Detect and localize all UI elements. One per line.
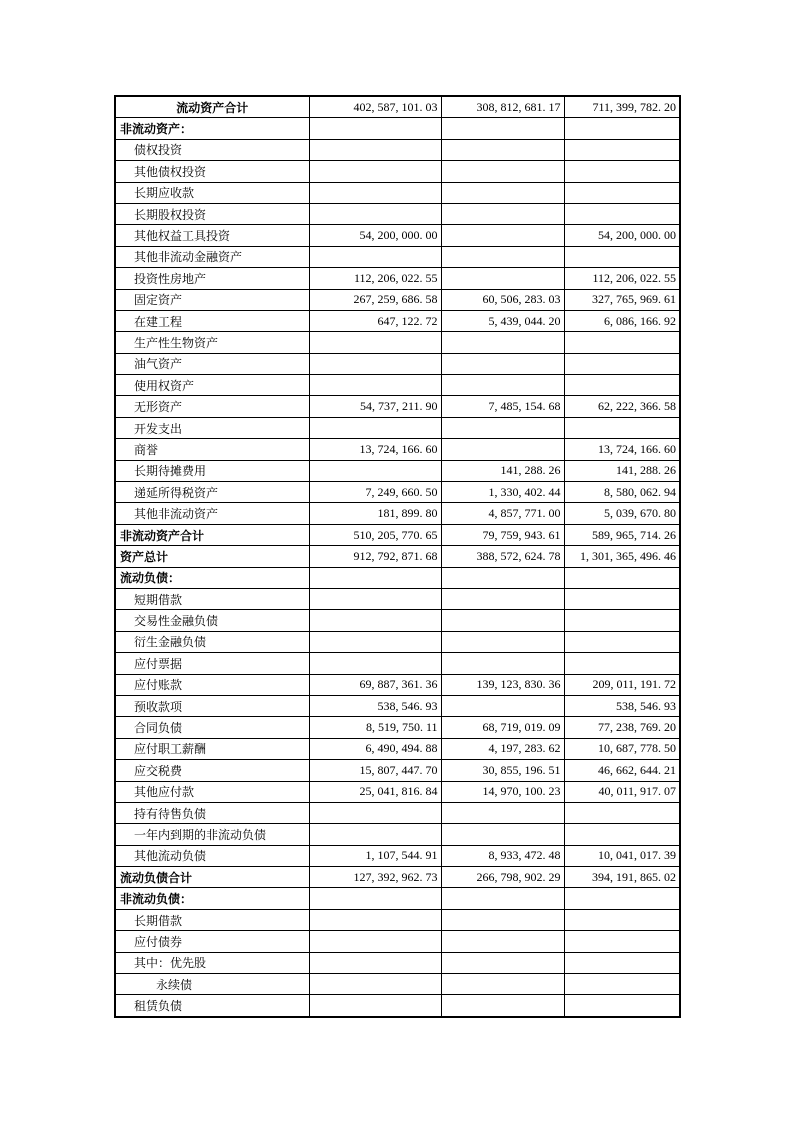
value-cell: 4, 857, 771. 00 [441,503,564,524]
value-cell [441,225,564,246]
table-row [115,268,680,289]
value-cell [309,995,441,1017]
value-cell: 538, 546. 93 [564,695,680,716]
table-row [115,867,680,888]
table-body [115,96,680,1017]
table-row [115,546,680,567]
row-label: 其他非流动资产 [115,503,309,524]
table-row [115,974,680,995]
row-label: 应交税费 [115,760,309,781]
row-label: 流动资产合计 [115,96,309,118]
value-cell: 60, 506, 283. 03 [441,289,564,310]
value-cell [564,931,680,952]
row-label: 非流动资产合计 [115,524,309,545]
value-cell: 54, 737, 211. 90 [309,396,441,417]
row-label: 其他流动负债 [115,845,309,866]
value-cell [564,952,680,973]
table-row [115,310,680,331]
value-cell: 327, 765, 969. 61 [564,289,680,310]
table-row [115,674,680,695]
value-cell: 181, 899. 80 [309,503,441,524]
value-cell: 266, 798, 902. 29 [441,867,564,888]
value-cell: 388, 572, 624. 78 [441,546,564,567]
table-row [115,482,680,503]
value-cell [564,610,680,631]
value-cell: 308, 812, 681. 17 [441,96,564,118]
table-row [115,653,680,674]
value-cell: 6, 490, 494. 88 [309,738,441,759]
row-label: 预收款项 [115,695,309,716]
table-row [115,760,680,781]
value-cell: 77, 238, 769. 20 [564,717,680,738]
row-label: 长期待摊费用 [115,460,309,481]
value-cell [309,567,441,588]
value-cell: 5, 439, 044. 20 [441,310,564,331]
value-cell: 10, 041, 017. 39 [564,845,680,866]
value-cell [441,203,564,224]
value-cell: 127, 392, 962. 73 [309,867,441,888]
table-row [115,631,680,652]
table-row [115,802,680,823]
table-row [115,353,680,374]
value-cell: 112, 206, 022. 55 [309,268,441,289]
row-label: 其他应付款 [115,781,309,802]
value-cell: 4, 197, 283. 62 [441,738,564,759]
value-cell: 1, 107, 544. 91 [309,845,441,866]
value-cell [441,139,564,160]
value-cell [309,460,441,481]
value-cell [441,610,564,631]
value-cell [309,182,441,203]
value-cell: 10, 687, 778. 50 [564,738,680,759]
value-cell [441,909,564,930]
table-row [115,995,680,1017]
value-cell [441,118,564,139]
value-cell: 13, 724, 166. 60 [564,439,680,460]
value-cell [309,203,441,224]
value-cell [564,375,680,396]
value-cell: 54, 200, 000. 00 [309,225,441,246]
value-cell [309,375,441,396]
value-cell [564,888,680,909]
table-row [115,182,680,203]
value-cell: 394, 191, 865. 02 [564,867,680,888]
table-row [115,96,680,118]
value-cell: 267, 259, 686. 58 [309,289,441,310]
row-label: 交易性金融负债 [115,610,309,631]
value-cell: 30, 855, 196. 51 [441,760,564,781]
row-label: 租赁负债 [115,995,309,1017]
value-cell: 209, 011, 191. 72 [564,674,680,695]
row-label: 永续债 [115,974,309,995]
row-label: 短期借款 [115,588,309,609]
row-label: 应付债券 [115,931,309,952]
value-cell: 25, 041, 816. 84 [309,781,441,802]
value-cell: 139, 123, 830. 36 [441,674,564,695]
row-label: 其中：优先股 [115,952,309,973]
value-cell: 69, 887, 361. 36 [309,674,441,695]
value-cell [564,139,680,160]
row-label: 其他非流动金融资产 [115,246,309,267]
value-cell [309,952,441,973]
value-cell [441,888,564,909]
row-label: 长期股权投资 [115,203,309,224]
value-cell: 8, 580, 062. 94 [564,482,680,503]
value-cell [564,567,680,588]
value-cell [441,653,564,674]
value-cell: 54, 200, 000. 00 [564,225,680,246]
value-cell [441,695,564,716]
value-cell: 7, 485, 154. 68 [441,396,564,417]
value-cell [564,332,680,353]
value-cell [441,182,564,203]
value-cell [441,931,564,952]
table-row [115,439,680,460]
row-label: 递延所得税资产 [115,482,309,503]
value-cell [564,824,680,845]
table-row [115,332,680,353]
table-row [115,567,680,588]
value-cell: 8, 519, 750. 11 [309,717,441,738]
value-cell [309,909,441,930]
table-row [115,503,680,524]
value-cell: 13, 724, 166. 60 [309,439,441,460]
table-row [115,396,680,417]
value-cell: 7, 249, 660. 50 [309,482,441,503]
value-cell: 402, 587, 101. 03 [309,96,441,118]
value-cell [441,588,564,609]
value-cell: 647, 122. 72 [309,310,441,331]
table-row [115,375,680,396]
row-label: 生产性生物资产 [115,332,309,353]
value-cell [309,824,441,845]
table-row [115,695,680,716]
value-cell: 912, 792, 871. 68 [309,546,441,567]
value-cell [309,588,441,609]
value-cell [441,974,564,995]
row-label: 应付账款 [115,674,309,695]
value-cell: 141, 288. 26 [564,460,680,481]
value-cell: 5, 039, 670. 80 [564,503,680,524]
value-cell [309,631,441,652]
value-cell [441,631,564,652]
value-cell [564,631,680,652]
balance-sheet-table [114,95,681,1018]
value-cell [309,353,441,374]
table-row [115,460,680,481]
value-cell [309,417,441,438]
value-cell [309,888,441,909]
table-row [115,888,680,909]
table-row [115,524,680,545]
row-label: 其他权益工具投资 [115,225,309,246]
table-row [115,781,680,802]
value-cell: 14, 970, 100. 23 [441,781,564,802]
value-cell [441,161,564,182]
value-cell [441,246,564,267]
value-cell: 141, 288. 26 [441,460,564,481]
value-cell [564,974,680,995]
value-cell [309,118,441,139]
value-cell: 1, 330, 402. 44 [441,482,564,503]
value-cell [441,824,564,845]
value-cell [564,182,680,203]
row-label: 应付票据 [115,653,309,674]
value-cell: 46, 662, 644. 21 [564,760,680,781]
table-row [115,289,680,310]
value-cell [309,653,441,674]
value-cell [564,246,680,267]
table-row [115,909,680,930]
table-row [115,225,680,246]
value-cell [441,268,564,289]
table-row [115,161,680,182]
value-cell [564,203,680,224]
value-cell [309,802,441,823]
row-label: 非流动负债： [115,888,309,909]
value-cell [441,995,564,1017]
table-row [115,118,680,139]
value-cell: 589, 965, 714. 26 [564,524,680,545]
value-cell: 62, 222, 366. 58 [564,396,680,417]
value-cell [441,952,564,973]
table-row [115,952,680,973]
row-label: 一年内到期的非流动负债 [115,824,309,845]
value-cell [564,588,680,609]
table-row [115,824,680,845]
value-cell: 8, 933, 472. 48 [441,845,564,866]
value-cell [564,995,680,1017]
row-label: 非流动资产： [115,118,309,139]
row-label: 其他债权投资 [115,161,309,182]
value-cell [309,139,441,160]
row-label: 开发支出 [115,417,309,438]
value-cell [564,161,680,182]
row-label: 债权投资 [115,139,309,160]
value-cell [309,931,441,952]
value-cell: 711, 399, 782. 20 [564,96,680,118]
table-row [115,845,680,866]
table-row [115,610,680,631]
value-cell: 40, 011, 917. 07 [564,781,680,802]
table-row [115,203,680,224]
value-cell [564,802,680,823]
row-label: 固定资产 [115,289,309,310]
row-label: 使用权资产 [115,375,309,396]
value-cell [441,332,564,353]
table-row [115,417,680,438]
table-row [115,139,680,160]
value-cell [564,353,680,374]
row-label: 长期借款 [115,909,309,930]
value-cell [441,375,564,396]
value-cell: 538, 546. 93 [309,695,441,716]
row-label: 资产总计 [115,546,309,567]
row-label: 无形资产 [115,396,309,417]
table-row [115,931,680,952]
value-cell [309,161,441,182]
value-cell: 1, 301, 365, 496. 46 [564,546,680,567]
row-label: 长期应收款 [115,182,309,203]
row-label: 在建工程 [115,310,309,331]
row-label: 衍生金融负债 [115,631,309,652]
value-cell: 510, 205, 770. 65 [309,524,441,545]
value-cell [441,802,564,823]
value-cell: 6, 086, 166. 92 [564,310,680,331]
value-cell [309,974,441,995]
value-cell [564,909,680,930]
row-label: 油气资产 [115,353,309,374]
row-label: 持有待售负债 [115,802,309,823]
value-cell [309,610,441,631]
value-cell: 15, 807, 447. 70 [309,760,441,781]
table-row [115,588,680,609]
value-cell [309,246,441,267]
value-cell [564,417,680,438]
value-cell [309,332,441,353]
value-cell [564,118,680,139]
row-label: 流动负债： [115,567,309,588]
row-label: 应付职工薪酬 [115,738,309,759]
table-row [115,717,680,738]
value-cell [564,653,680,674]
value-cell: 112, 206, 022. 55 [564,268,680,289]
table-row [115,738,680,759]
value-cell: 79, 759, 943. 61 [441,524,564,545]
value-cell [441,417,564,438]
row-label: 商誉 [115,439,309,460]
value-cell [441,353,564,374]
value-cell [441,439,564,460]
row-label: 投资性房地产 [115,268,309,289]
table-row [115,246,680,267]
value-cell: 68, 719, 019. 09 [441,717,564,738]
row-label: 流动负债合计 [115,867,309,888]
value-cell [441,567,564,588]
row-label: 合同负债 [115,717,309,738]
